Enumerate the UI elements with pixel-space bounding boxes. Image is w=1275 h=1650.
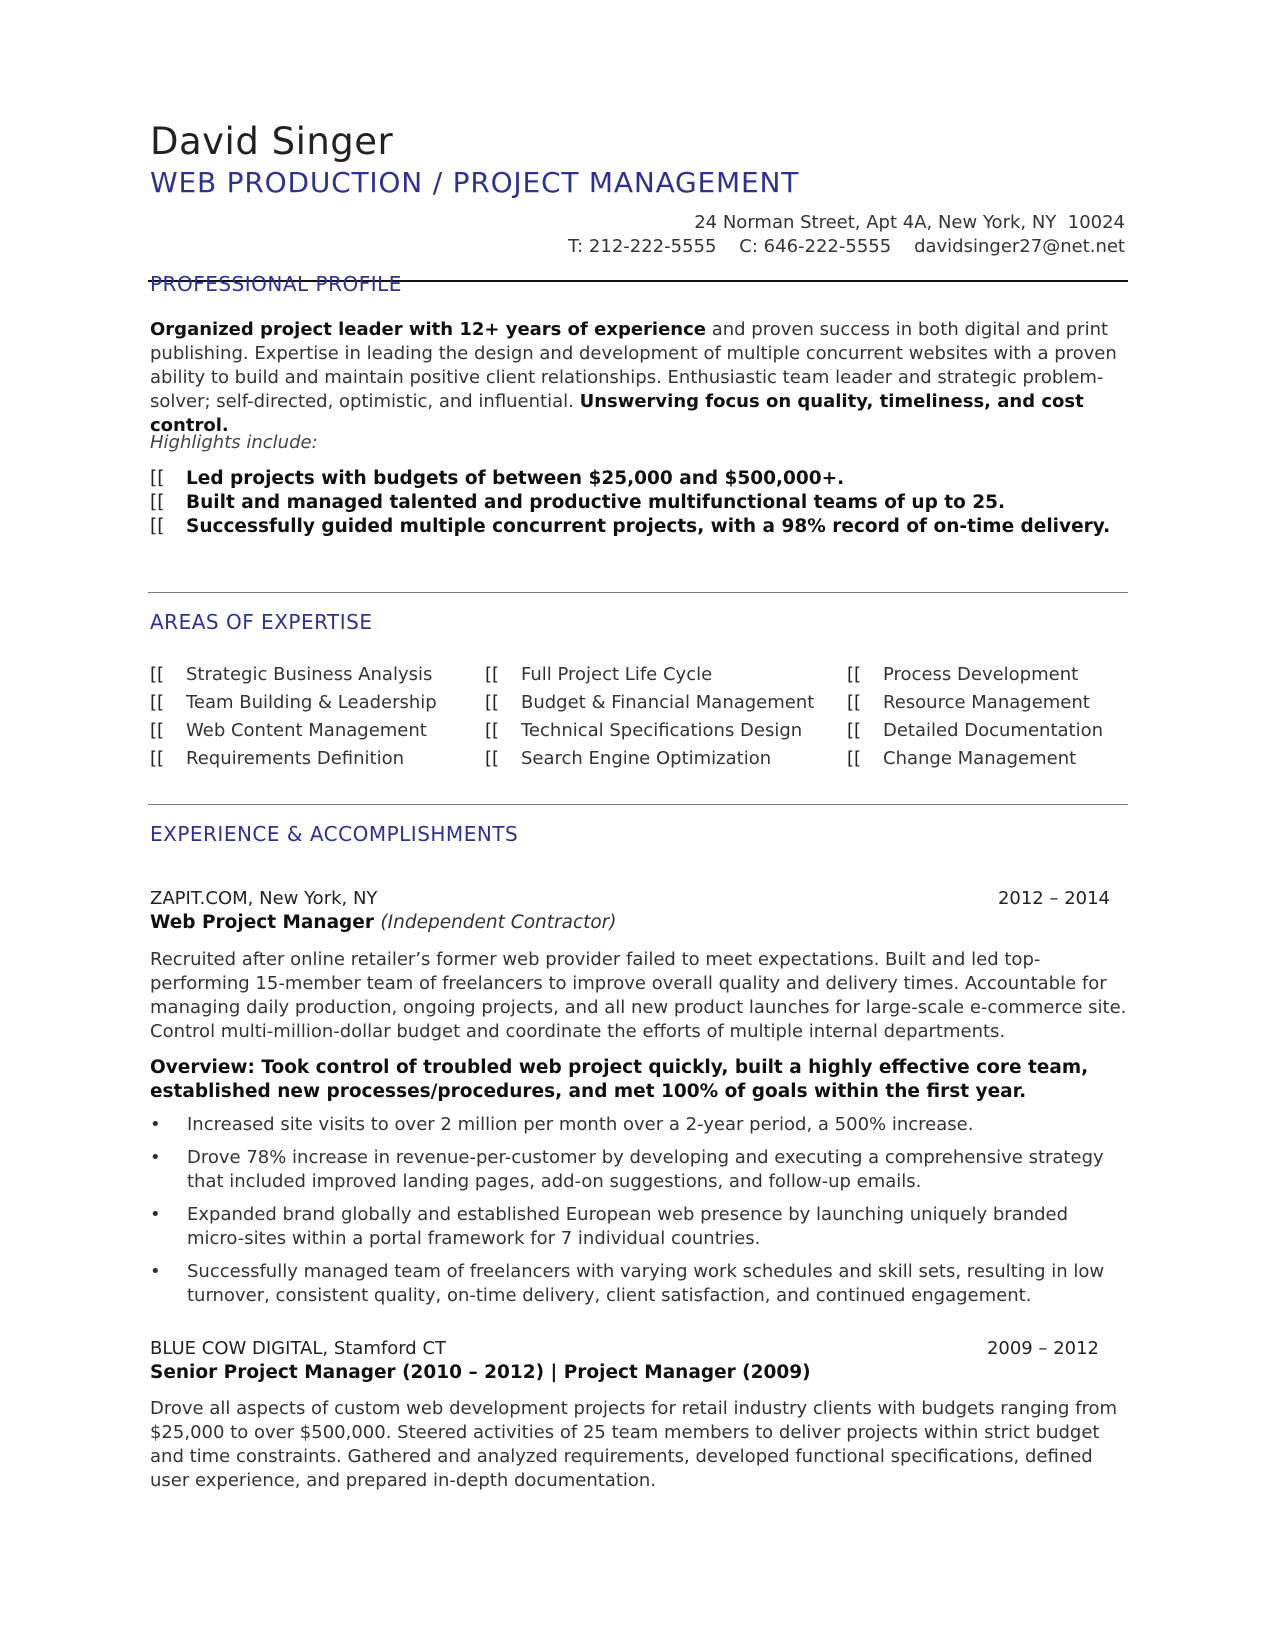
accomplishment-text: Increased site visits to over 2 million per month over a 2-year period, a 500% increase. xyxy=(187,1114,974,1135)
highlight-text: Built and managed talented and productive multifunctional teams of up to 25. xyxy=(186,492,1006,513)
candidate-subtitle: WEB PRODUCTION / PROJECT MANAGEMENT xyxy=(150,166,800,199)
bracket-bullet-icon: [[ xyxy=(150,516,165,537)
accomplishment-item xyxy=(150,1113,1125,1137)
bracket-bullet-icon: [[ xyxy=(847,720,862,741)
job-overview: Overview: Took control of troubled web project quickly, built a highly effective core team, established new processes/procedures, and met 100% of goals within the first year. xyxy=(150,1057,1089,1102)
bullet-dot-icon: • xyxy=(150,1261,161,1282)
highlight-item xyxy=(150,468,844,489)
expertise-item xyxy=(485,720,802,741)
expertise-text: Search Engine Optimization xyxy=(521,748,772,769)
profile-paragraph xyxy=(150,318,1130,438)
expertise-text: Budget & Financial Management xyxy=(521,692,815,713)
accomplishment-text: Drove 78% increase in revenue-per-customer by developing and executing a comprehensive strategy that included improved landing pages, add-on suggestions, and follow-up emails. xyxy=(187,1147,1104,1192)
bracket-bullet-icon: [[ xyxy=(485,720,500,741)
expertise-text: Team Building & Leadership xyxy=(186,692,437,713)
bracket-bullet-icon: [[ xyxy=(150,664,165,685)
contact-address: 24 Norman Street, Apt 4A, New York, NY 10024 xyxy=(694,212,1125,233)
bracket-bullet-icon: [[ xyxy=(847,664,862,685)
job-years: 2012 – 2014 xyxy=(997,888,1110,909)
expertise-item xyxy=(150,692,437,713)
bracket-bullet-icon: [[ xyxy=(150,748,165,769)
bracket-bullet-icon: [[ xyxy=(150,720,165,741)
expertise-item xyxy=(847,720,1103,741)
contact-phones-email: T: 212-222-5555 C: 646-222-5555 davidsinger27@net.net xyxy=(568,236,1125,257)
expertise-text: Change Management xyxy=(883,748,1077,769)
job-years: 2009 – 2012 xyxy=(986,1338,1099,1359)
bracket-bullet-icon: [[ xyxy=(485,692,500,713)
expertise-item xyxy=(150,720,427,741)
expertise-text: Requirements Definition xyxy=(186,748,405,769)
bracket-bullet-icon: [[ xyxy=(847,692,862,713)
bullet-dot-icon: • xyxy=(150,1147,161,1168)
profile-body: and proven success in both digital and print publishing. Expertise in leading the design and development of multiple concurrent websites with a proven ability to build and maintain positive client relationships. Enthusiastic team leader and strategic problem-solver; self-directed, optimistic, and influential. xyxy=(150,319,1117,412)
job-summary: Drove all aspects of custom web development projects for retail industry clients with budgets ranging from $25,000 to over $500,000. Steered activities of 25 team members to deliver projects within strict budget and time constraints. Gathered and analyzed requirements, developed functional specifications, defined user experience, and prepared in-depth documentation. xyxy=(150,1398,1117,1491)
job-company: BLUE COW DIGITAL, Stamford CT xyxy=(150,1338,447,1359)
job-summary: Recruited after online retailer’s former web provider failed to meet expectations. Built and led top-performing 15-member team of freelancers to improve overall quality and delivery times. Accountable for managing daily production, ongoing projects, and all new product launches for large-scale e-commerce site. Control multi-million-dollar budget and coordinate the efforts of multiple internal departments. xyxy=(150,949,1127,1042)
accomplishment-text: Successfully managed team of freelancers with varying work schedules and skill sets, resulting in low turnover, consistent quality, on-time delivery, client satisfaction, and continued engagement. xyxy=(187,1261,1105,1306)
bracket-bullet-icon: [[ xyxy=(847,748,862,769)
accomplishment-item xyxy=(150,1203,1125,1251)
bracket-bullet-icon: [[ xyxy=(150,692,165,713)
profile-tail-bold: Unswerving focus on quality, timeliness, and cost control. xyxy=(150,391,1084,436)
expertise-item xyxy=(485,692,814,713)
section-divider xyxy=(148,592,1128,593)
bracket-bullet-icon: [[ xyxy=(150,492,165,513)
highlight-item xyxy=(150,492,1005,513)
expertise-item xyxy=(485,748,771,769)
accomplishment-text: Expanded brand globally and established European web presence by launching uniquely branded micro-sites within a portal framework for 7 individual countries. xyxy=(187,1204,1069,1249)
bullet-dot-icon: • xyxy=(150,1204,161,1225)
expertise-item xyxy=(485,664,712,685)
expertise-text: Detailed Documentation xyxy=(883,720,1104,741)
accomplishment-item xyxy=(150,1146,1125,1194)
highlight-text: Successfully guided multiple concurrent projects, with a 98% record of on-time delivery. xyxy=(186,516,1111,537)
job-title xyxy=(150,912,617,933)
section-heading-expertise: AREAS OF EXPERTISE xyxy=(150,610,373,634)
expertise-text: Process Development xyxy=(883,664,1079,685)
highlight-text: Led projects with budgets of between $25,000 and $500,000+. xyxy=(186,468,845,489)
section-heading-experience: EXPERIENCE & ACCOMPLISHMENTS xyxy=(150,822,519,846)
job-company: ZAPIT.COM, New York, NY xyxy=(150,888,378,909)
bracket-bullet-icon: [[ xyxy=(150,468,165,489)
section-divider xyxy=(148,804,1128,805)
expertise-item xyxy=(847,664,1078,685)
job-title-text: Web Project Manager xyxy=(150,912,381,933)
expertise-item xyxy=(150,748,404,769)
expertise-item xyxy=(150,664,432,685)
profile-lead-bold: Organized project leader with 12+ years of experience xyxy=(150,319,706,340)
highlight-item xyxy=(150,516,1110,537)
section-heading-profile: PROFESSIONAL PROFILE xyxy=(150,272,402,296)
expertise-item xyxy=(847,748,1076,769)
bracket-bullet-icon: [[ xyxy=(485,748,500,769)
expertise-text: Strategic Business Analysis xyxy=(186,664,433,685)
expertise-text: Full Project Life Cycle xyxy=(521,664,713,685)
candidate-name: David Singer xyxy=(150,120,394,163)
expertise-text: Web Content Management xyxy=(186,720,427,741)
expertise-text: Resource Management xyxy=(883,692,1090,713)
expertise-text: Technical Specifications Design xyxy=(521,720,803,741)
bullet-dot-icon: • xyxy=(150,1114,161,1135)
accomplishment-item xyxy=(150,1260,1125,1308)
expertise-item xyxy=(847,692,1090,713)
bracket-bullet-icon: [[ xyxy=(485,664,500,685)
job-title: Senior Project Manager (2010 – 2012) | Project Manager (2009) xyxy=(150,1362,811,1383)
highlights-label: Highlights include: xyxy=(150,432,318,453)
job-title-note: (Independent Contractor) xyxy=(380,912,617,933)
